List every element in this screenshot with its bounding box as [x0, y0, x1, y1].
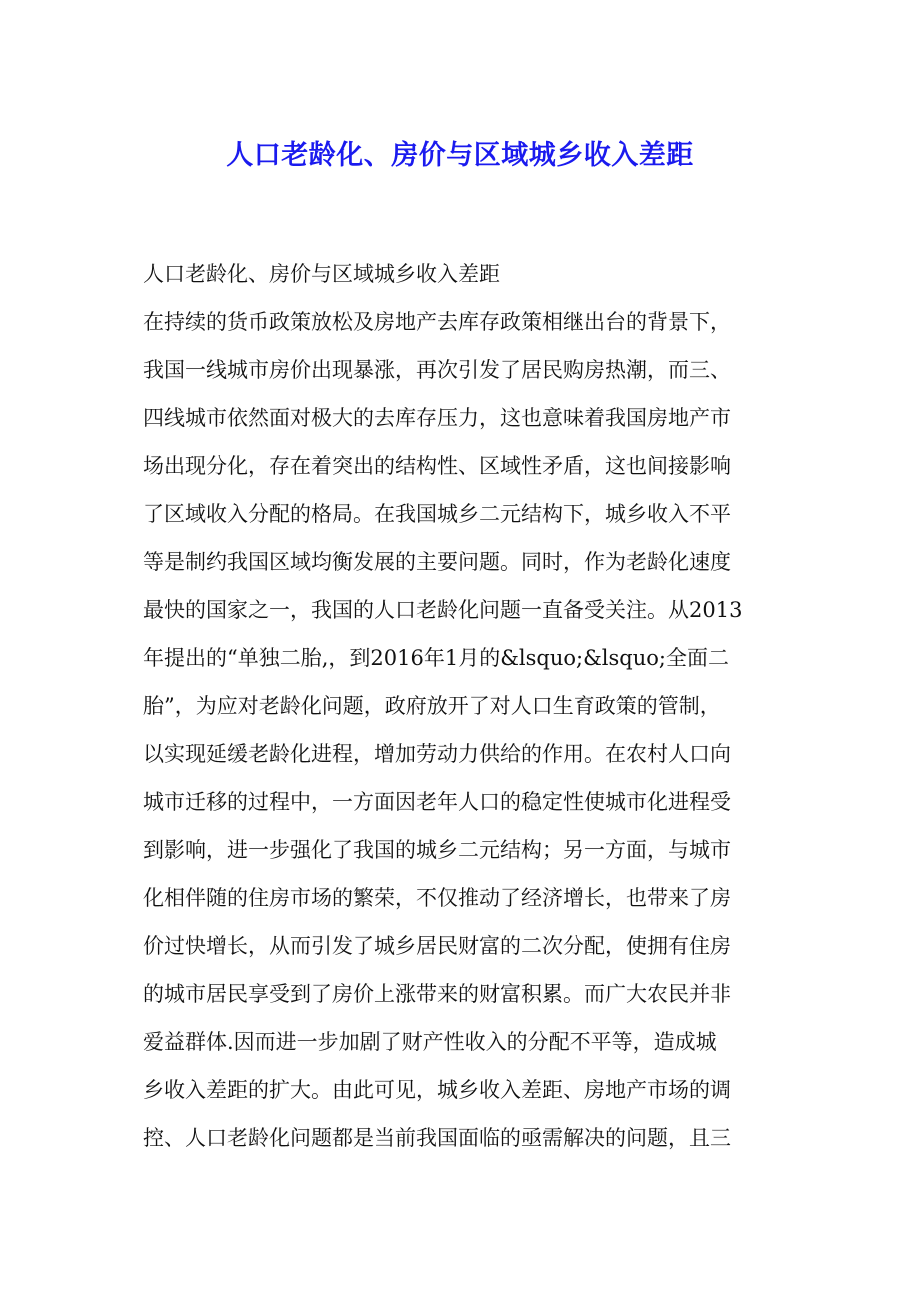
body-line: 控、人口老龄化问题都是当前我国面临的亟需解决的问题，且三	[143, 1126, 731, 1150]
body-line: 的城市居民享受到了房价上涨带来的财富积累。而广大农民并非	[143, 982, 731, 1006]
body-line: 我国一线城市房价出现暴涨，再次引发了居民购房热潮，而三、	[143, 358, 731, 382]
body-line: 年提出的“单独二胎,，到2016年1月的&lsquo;&lsquo;全面二	[143, 646, 729, 670]
body-line: 等是制约我国区域均衡发展的主要问题。同时，作为老龄化速度	[143, 550, 731, 574]
body-line: 人口老龄化、房价与区域城乡收入差距	[143, 262, 500, 286]
body-line: 胎”，为应对老龄化问题，政府放开了对人口生育政策的管制，	[143, 694, 721, 718]
body-line: 最快的国家之一，我国的人口老龄化问题一直备受关注。从2013	[143, 598, 743, 622]
body-line: 价过快增长，从而引发了城乡居民财富的二次分配，使拥有住房	[143, 934, 731, 958]
document-title: 人口老龄化、房价与区域城乡收入差距	[226, 140, 694, 171]
body-line: 城市迁移的过程中，一方面因老年人口的稳定性使城市化进程受	[143, 790, 731, 814]
body-line: 化相伴随的住房市场的繁荣，不仅推动了经济增长，也带来了房	[143, 886, 731, 910]
body-line: 四线城市依然面对极大的去库存压力，这也意味着我国房地产市	[143, 406, 731, 430]
body-line: 在持续的货币政策放松及房地产去库存政策相继出台的背景下，	[143, 310, 731, 334]
body-line: 到影响，进一步强化了我国的城乡二元结构；另一方面，与城市	[143, 838, 731, 862]
body-line: 乡收入差距的扩大。由此可见，城乡收入差距、房地产市场的调	[143, 1078, 731, 1102]
body-line: 了区域收入分配的格局。在我国城乡二元结构下，城乡收入不平	[143, 502, 731, 526]
body-line: 场出现分化，存在着突出的结构性、区域性矛盾，这也间接影响	[143, 454, 731, 478]
document-body	[143, 256, 803, 1168]
body-line: 以实现延缓老龄化进程，增加劳动力供给的作用。在农村人口向	[143, 742, 731, 766]
body-line: 爱益群体.因而进一步加剧了财产性收入的分配不平等，造成城	[143, 1030, 717, 1054]
